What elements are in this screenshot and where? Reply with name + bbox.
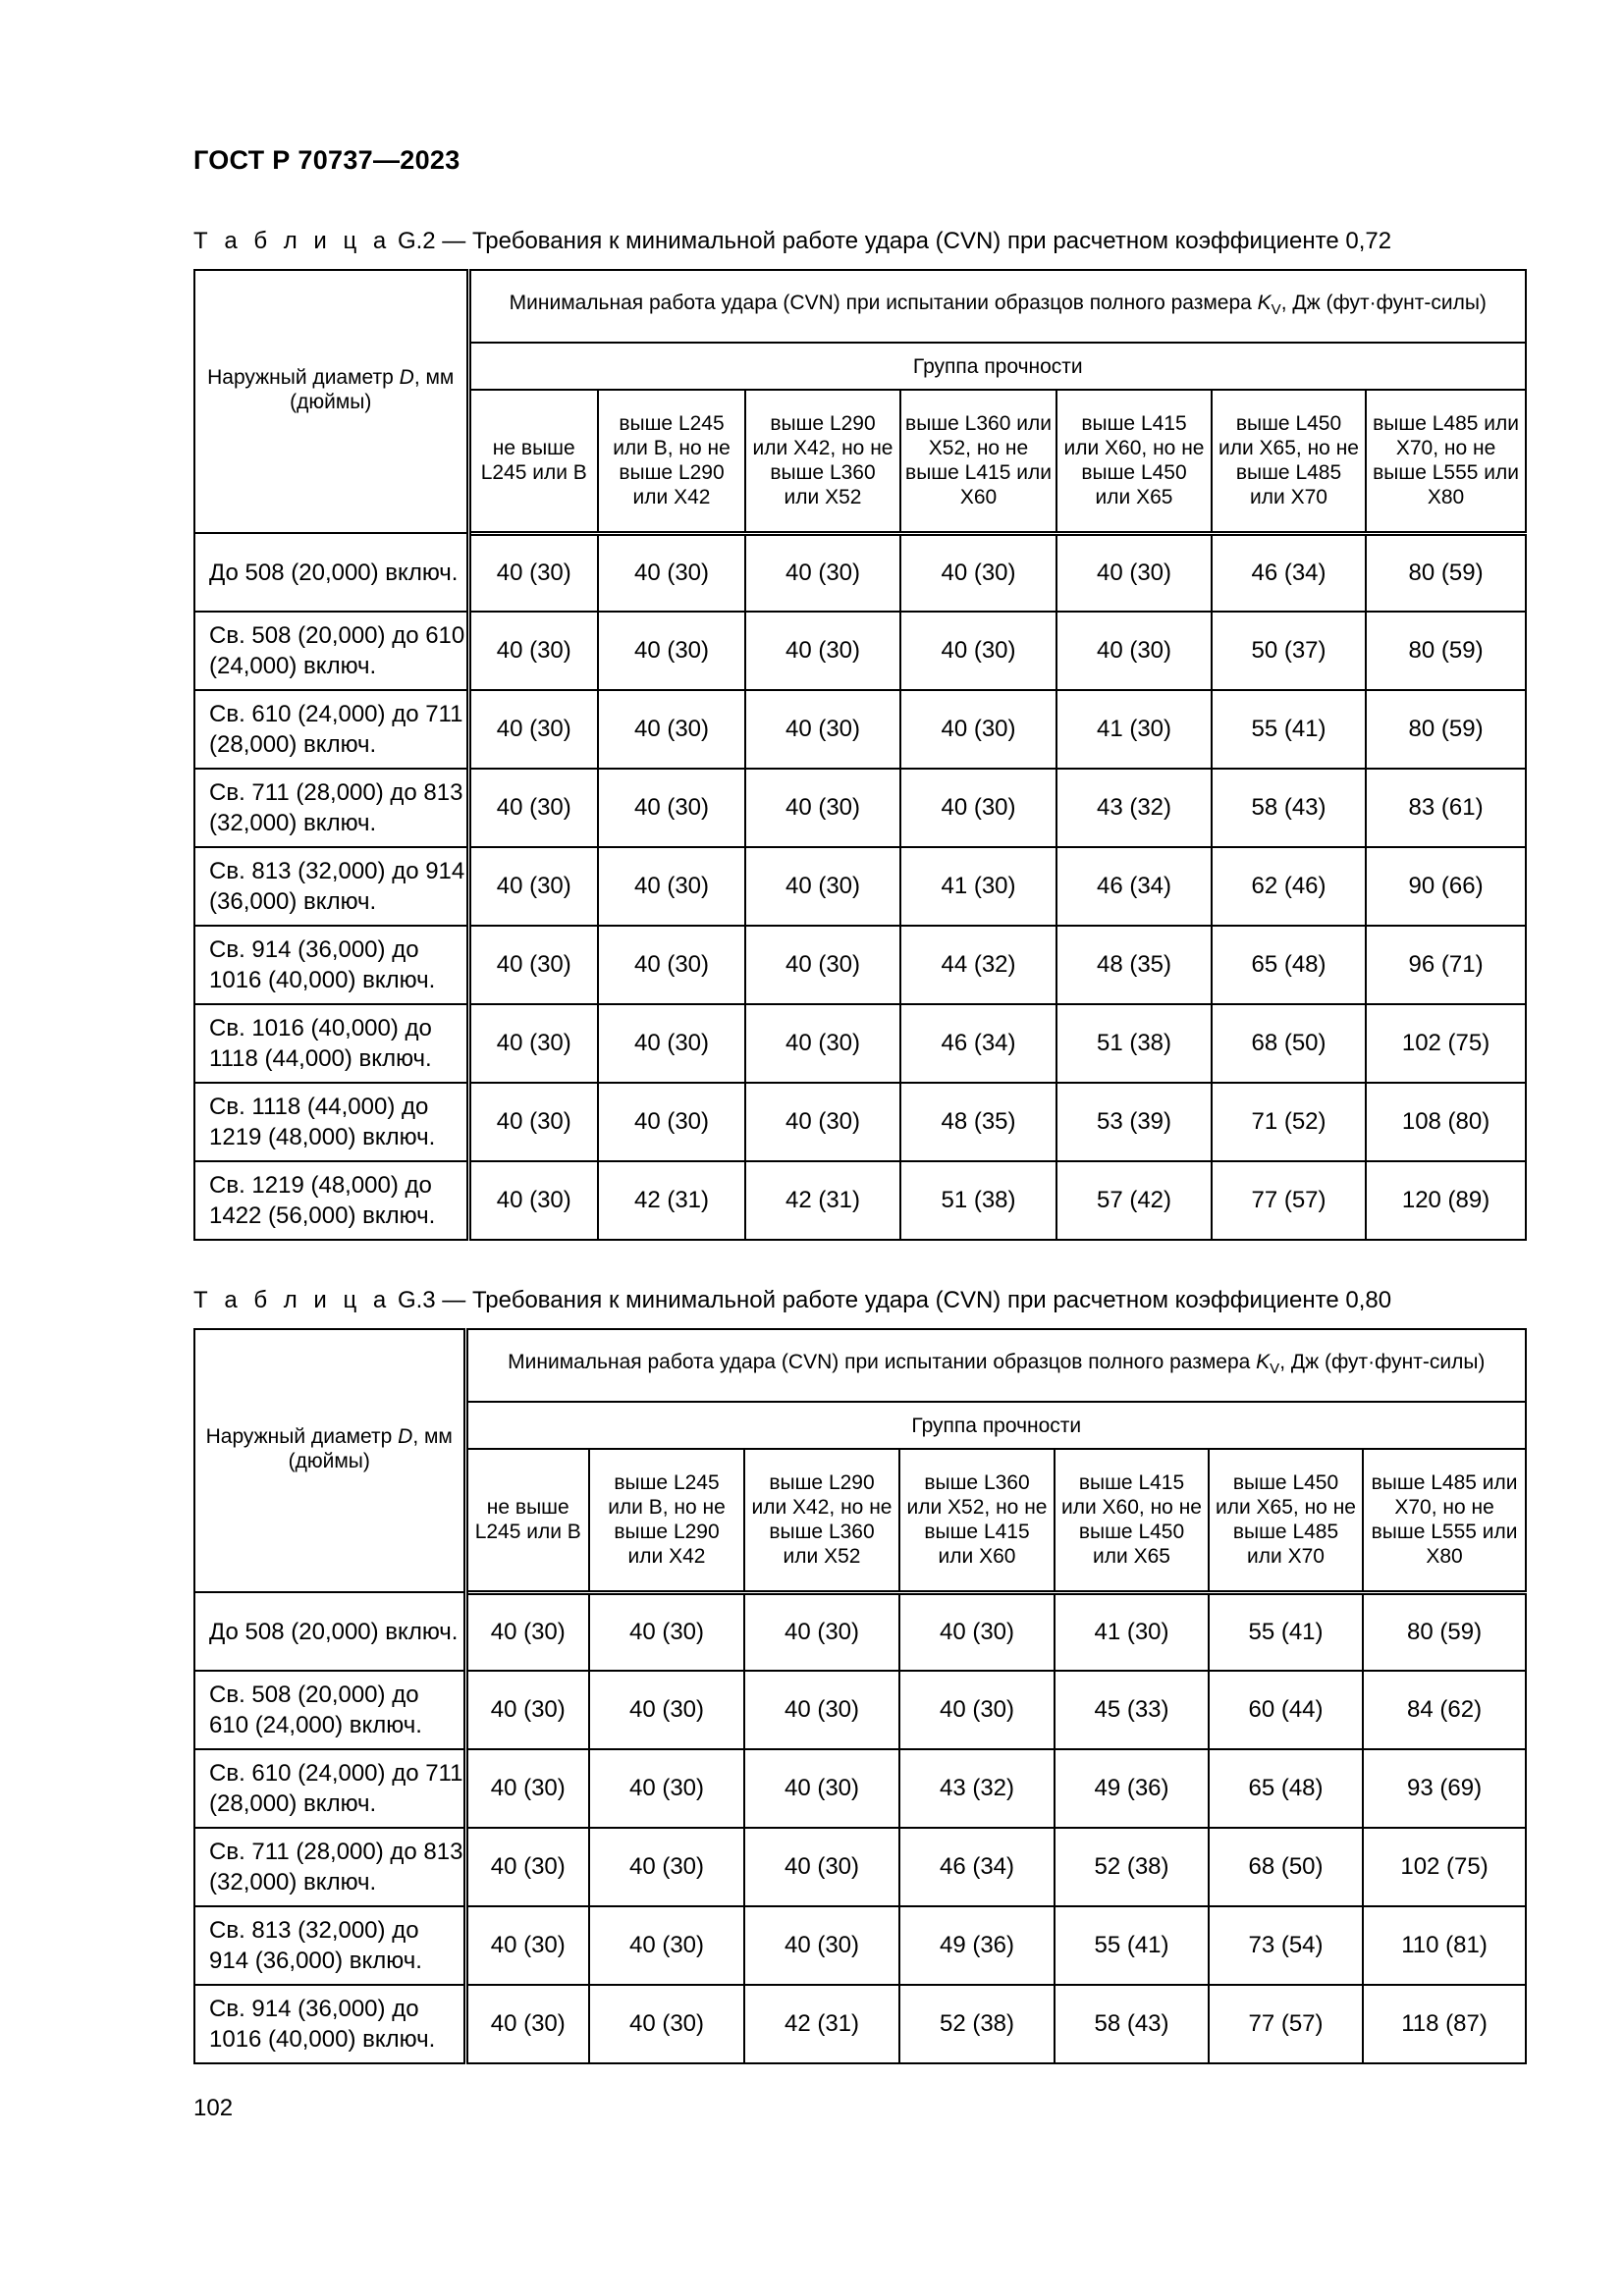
energy-header-text-post: , Дж (фут·фунт-силы) xyxy=(1280,292,1487,314)
energy-symbol-subscript: V xyxy=(1271,301,1281,318)
caption-label: Т а б л и ц а xyxy=(193,1287,392,1313)
row-label: Св. 1016 (40,000) до 1118 (44,000) включ. xyxy=(194,1004,468,1083)
value-cell: 46 (34) xyxy=(900,1004,1056,1083)
diameter-header-text-post: , мм (дюймы) xyxy=(288,1425,453,1472)
energy-symbol: K xyxy=(1257,292,1272,314)
value-cell: 80 (59) xyxy=(1363,1592,1526,1671)
value-cell: 40 (30) xyxy=(468,612,598,690)
table-row xyxy=(194,533,1526,612)
document-id: ГОСТ Р 70737—2023 xyxy=(193,145,460,175)
value-cell: 40 (30) xyxy=(465,1671,589,1749)
value-cell: 45 (33) xyxy=(1055,1671,1209,1749)
value-cell: 40 (30) xyxy=(745,769,900,847)
table-row xyxy=(194,847,1526,926)
table-row xyxy=(194,1083,1526,1161)
value-cell: 40 (30) xyxy=(745,533,900,612)
value-cell: 41 (30) xyxy=(1056,690,1212,769)
value-cell: 84 (62) xyxy=(1363,1671,1526,1749)
value-cell: 77 (57) xyxy=(1209,1985,1363,2063)
value-cell: 73 (54) xyxy=(1209,1906,1363,1985)
value-cell: 90 (66) xyxy=(1366,847,1526,926)
row-label: До 508 (20,000) включ. xyxy=(194,533,468,612)
diameter-header-text-pre: Наружный диаметр xyxy=(205,1425,399,1448)
value-cell: 80 (59) xyxy=(1366,612,1526,690)
value-cell: 80 (59) xyxy=(1366,533,1526,612)
column-header: выше L485 или X70, но не выше L555 или X80 xyxy=(1363,1449,1526,1592)
table-row xyxy=(194,926,1526,1004)
value-cell: 102 (75) xyxy=(1366,1004,1526,1083)
value-cell: 40 (30) xyxy=(744,1592,899,1671)
value-cell: 40 (30) xyxy=(598,1083,745,1161)
row-label: Св. 508 (20,000) до 610 (24,000) включ. xyxy=(194,1671,465,1749)
value-cell: 40 (30) xyxy=(744,1828,899,1906)
column-header: выше L290 или X42, но не выше L360 или X52 xyxy=(744,1449,899,1592)
value-cell: 40 (30) xyxy=(598,769,745,847)
value-cell: 40 (30) xyxy=(465,1828,589,1906)
column-header: не выше L245 или B xyxy=(465,1449,589,1592)
row-label: Св. 1118 (44,000) до 1219 (48,000) включ. xyxy=(194,1083,468,1161)
energy-header-text-pre: Минимальная работа удара (CVN) при испытании образцов полного размера xyxy=(508,1351,1257,1373)
table-row xyxy=(194,1985,1526,2063)
value-cell: 40 (30) xyxy=(468,1161,598,1240)
value-cell: 42 (31) xyxy=(744,1985,899,2063)
value-cell: 40 (30) xyxy=(589,1828,744,1906)
row-label: Св. 914 (36,000) до 1016 (40,000) включ. xyxy=(194,1985,465,2063)
value-cell: 40 (30) xyxy=(745,612,900,690)
value-cell: 57 (42) xyxy=(1056,1161,1212,1240)
diameter-symbol: D xyxy=(398,1425,413,1448)
row-label: Св. 610 (24,000) до 711 (28,000) включ. xyxy=(194,690,468,769)
value-cell: 49 (36) xyxy=(1055,1749,1209,1828)
value-cell: 108 (80) xyxy=(1366,1083,1526,1161)
row-label: Св. 508 (20,000) до 610 (24,000) включ. xyxy=(194,612,468,690)
value-cell: 52 (38) xyxy=(1055,1828,1209,1906)
value-cell: 40 (30) xyxy=(900,533,1056,612)
diameter-header xyxy=(194,270,468,533)
strength-group-header: Группа прочности xyxy=(468,343,1526,390)
value-cell: 40 (30) xyxy=(744,1749,899,1828)
row-label: Св. 813 (32,000) до 914 (36,000) включ. xyxy=(194,1906,465,1985)
table-row xyxy=(194,1004,1526,1083)
value-cell: 58 (43) xyxy=(1212,769,1366,847)
diameter-symbol: D xyxy=(399,366,414,389)
value-cell: 40 (30) xyxy=(465,1592,589,1671)
column-header: выше L450 или X65, но не выше L485 или X70 xyxy=(1212,390,1366,533)
value-cell: 42 (31) xyxy=(745,1161,900,1240)
value-cell: 48 (35) xyxy=(900,1083,1056,1161)
value-cell: 96 (71) xyxy=(1366,926,1526,1004)
value-cell: 46 (34) xyxy=(1056,847,1212,926)
table-caption xyxy=(193,1287,1391,1314)
row-label: Св. 1219 (48,000) до 1422 (56,000) включ. xyxy=(194,1161,468,1240)
strength-group-header: Группа прочности xyxy=(465,1402,1526,1449)
value-cell: 40 (30) xyxy=(589,1906,744,1985)
column-header: выше L415 или X60, но не выше L450 или X65 xyxy=(1056,390,1212,533)
caption-text: G.2 — Требования к минимальной работе удара (CVN) при расчетном коэффициенте 0,72 xyxy=(397,228,1392,254)
column-header: не выше L245 или B xyxy=(468,390,598,533)
value-cell: 71 (52) xyxy=(1212,1083,1366,1161)
cvn-table xyxy=(193,1328,1527,2064)
energy-header xyxy=(468,270,1526,343)
value-cell: 43 (32) xyxy=(1056,769,1212,847)
caption-text: G.3 — Требования к минимальной работе удара (CVN) при расчетном коэффициенте 0,80 xyxy=(397,1287,1392,1313)
energy-header xyxy=(465,1329,1526,1402)
table-row xyxy=(194,1161,1526,1240)
value-cell: 40 (30) xyxy=(899,1671,1055,1749)
value-cell: 65 (48) xyxy=(1212,926,1366,1004)
value-cell: 40 (30) xyxy=(598,926,745,1004)
value-cell: 102 (75) xyxy=(1363,1828,1526,1906)
value-cell: 40 (30) xyxy=(745,1083,900,1161)
value-cell: 43 (32) xyxy=(899,1749,1055,1828)
value-cell: 40 (30) xyxy=(468,847,598,926)
row-label: Св. 813 (32,000) до 914 (36,000) включ. xyxy=(194,847,468,926)
value-cell: 41 (30) xyxy=(900,847,1056,926)
row-label: Св. 711 (28,000) до 813 (32,000) включ. xyxy=(194,1828,465,1906)
diameter-header xyxy=(194,1329,465,1592)
value-cell: 40 (30) xyxy=(598,690,745,769)
value-cell: 40 (30) xyxy=(1056,533,1212,612)
row-label: Св. 610 (24,000) до 711 (28,000) включ. xyxy=(194,1749,465,1828)
value-cell: 65 (48) xyxy=(1209,1749,1363,1828)
value-cell: 77 (57) xyxy=(1212,1161,1366,1240)
value-cell: 40 (30) xyxy=(900,612,1056,690)
table-caption xyxy=(193,228,1391,255)
energy-symbol: K xyxy=(1256,1351,1271,1373)
value-cell: 40 (30) xyxy=(745,690,900,769)
value-cell: 40 (30) xyxy=(900,769,1056,847)
table-row xyxy=(194,1749,1526,1828)
caption-label: Т а б л и ц а xyxy=(193,228,392,254)
value-cell: 93 (69) xyxy=(1363,1749,1526,1828)
value-cell: 41 (30) xyxy=(1055,1592,1209,1671)
value-cell: 120 (89) xyxy=(1366,1161,1526,1240)
row-label: До 508 (20,000) включ. xyxy=(194,1592,465,1671)
value-cell: 40 (30) xyxy=(465,1906,589,1985)
value-cell: 40 (30) xyxy=(468,690,598,769)
value-cell: 68 (50) xyxy=(1212,1004,1366,1083)
value-cell: 40 (30) xyxy=(589,1671,744,1749)
value-cell: 62 (46) xyxy=(1212,847,1366,926)
table-row xyxy=(194,612,1526,690)
value-cell: 118 (87) xyxy=(1363,1985,1526,2063)
value-cell: 83 (61) xyxy=(1366,769,1526,847)
table-row xyxy=(194,1828,1526,1906)
value-cell: 40 (30) xyxy=(589,1985,744,2063)
column-header: выше L245 или B, но не выше L290 или X42 xyxy=(589,1449,744,1592)
value-cell: 51 (38) xyxy=(900,1161,1056,1240)
table-row xyxy=(194,690,1526,769)
table-row xyxy=(194,1906,1526,1985)
value-cell: 80 (59) xyxy=(1366,690,1526,769)
value-cell: 40 (30) xyxy=(744,1671,899,1749)
value-cell: 60 (44) xyxy=(1209,1671,1363,1749)
energy-header-text-pre: Минимальная работа удара (CVN) при испытании образцов полного размера xyxy=(509,292,1258,314)
table-row xyxy=(194,1671,1526,1749)
value-cell: 40 (30) xyxy=(745,1004,900,1083)
column-header: выше L245 или B, но не выше L290 или X42 xyxy=(598,390,745,533)
value-cell: 46 (34) xyxy=(899,1828,1055,1906)
diameter-header-text-pre: Наружный диаметр xyxy=(207,366,400,389)
value-cell: 40 (30) xyxy=(745,847,900,926)
value-cell: 55 (41) xyxy=(1055,1906,1209,1985)
value-cell: 68 (50) xyxy=(1209,1828,1363,1906)
value-cell: 40 (30) xyxy=(465,1985,589,2063)
value-cell: 55 (41) xyxy=(1212,690,1366,769)
value-cell: 50 (37) xyxy=(1212,612,1366,690)
column-header: выше L290 или X42, но не выше L360 или X52 xyxy=(745,390,900,533)
value-cell: 40 (30) xyxy=(598,612,745,690)
value-cell: 40 (30) xyxy=(589,1592,744,1671)
value-cell: 40 (30) xyxy=(744,1906,899,1985)
value-cell: 40 (30) xyxy=(468,1004,598,1083)
value-cell: 58 (43) xyxy=(1055,1985,1209,2063)
cvn-table xyxy=(193,269,1527,1241)
value-cell: 52 (38) xyxy=(899,1985,1055,2063)
energy-header-text-post: , Дж (фут·фунт-силы) xyxy=(1279,1351,1486,1373)
value-cell: 40 (30) xyxy=(468,926,598,1004)
value-cell: 44 (32) xyxy=(900,926,1056,1004)
column-header: выше L360 или X52, но не выше L415 или X60 xyxy=(900,390,1056,533)
value-cell: 40 (30) xyxy=(468,769,598,847)
table-row xyxy=(194,769,1526,847)
value-cell: 40 (30) xyxy=(468,533,598,612)
value-cell: 40 (30) xyxy=(465,1749,589,1828)
column-header: выше L360 или X52, но не выше L415 или X60 xyxy=(899,1449,1055,1592)
value-cell: 49 (36) xyxy=(899,1906,1055,1985)
value-cell: 40 (30) xyxy=(589,1749,744,1828)
value-cell: 40 (30) xyxy=(745,926,900,1004)
page-number: 102 xyxy=(193,2095,234,2121)
table-row xyxy=(194,1592,1526,1671)
value-cell: 40 (30) xyxy=(468,1083,598,1161)
value-cell: 40 (30) xyxy=(900,690,1056,769)
value-cell: 46 (34) xyxy=(1212,533,1366,612)
row-label: Св. 914 (36,000) до 1016 (40,000) включ. xyxy=(194,926,468,1004)
column-header: выше L485 или X70, но не выше L555 или X80 xyxy=(1366,390,1526,533)
value-cell: 40 (30) xyxy=(899,1592,1055,1671)
value-cell: 40 (30) xyxy=(598,533,745,612)
row-label: Св. 711 (28,000) до 813 (32,000) включ. xyxy=(194,769,468,847)
value-cell: 40 (30) xyxy=(598,1004,745,1083)
value-cell: 42 (31) xyxy=(598,1161,745,1240)
value-cell: 40 (30) xyxy=(598,847,745,926)
energy-symbol-subscript: V xyxy=(1270,1361,1280,1377)
value-cell: 53 (39) xyxy=(1056,1083,1212,1161)
value-cell: 55 (41) xyxy=(1209,1592,1363,1671)
value-cell: 48 (35) xyxy=(1056,926,1212,1004)
value-cell: 40 (30) xyxy=(1056,612,1212,690)
diameter-header-text-post: , мм (дюймы) xyxy=(290,366,455,413)
column-header: выше L415 или X60, но не выше L450 или X65 xyxy=(1055,1449,1209,1592)
value-cell: 51 (38) xyxy=(1056,1004,1212,1083)
value-cell: 110 (81) xyxy=(1363,1906,1526,1985)
column-header: выше L450 или X65, но не выше L485 или X70 xyxy=(1209,1449,1363,1592)
